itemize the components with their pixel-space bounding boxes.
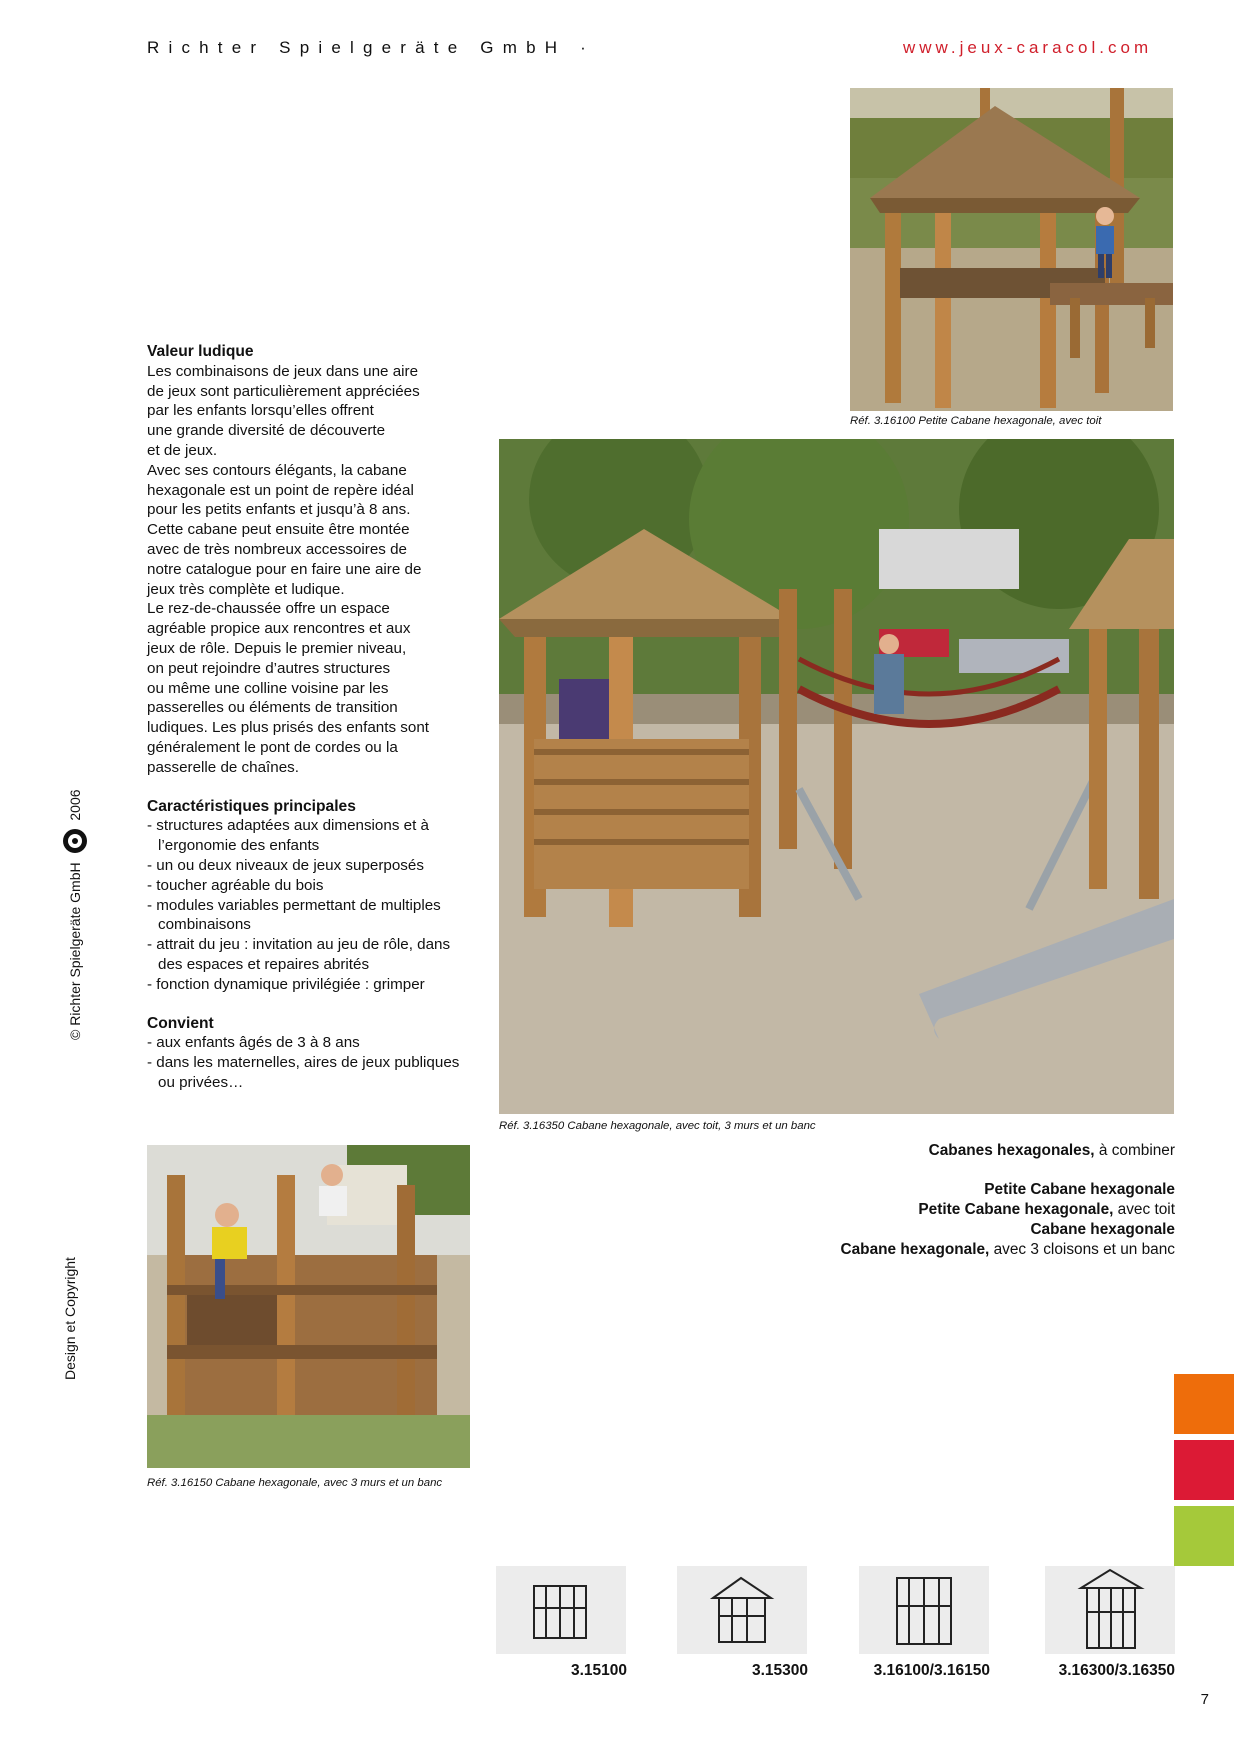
list-item: - dans les maternelles, aires de jeux publiques ou privées… [147,1053,477,1093]
paragraph-line: hexagonale est un point de repère idéal [147,481,414,499]
product-name: Cabane hexagonale, [840,1241,990,1258]
paragraph-line: passerelles ou éléments de transition [147,699,398,717]
paragraph-line: agréable propice aux rencontres et aux [147,620,411,638]
photo-bottom-caption: Réf. 3.16150 Cabane hexagonale, avec 3 murs et un banc [147,1477,443,1489]
paragraph-line: Avec ses contours élégants, la cabane [147,461,407,479]
paragraph-line: notre catalogue pour en faire une aire de [147,560,422,578]
thumbnail-code: 3.16100/3.16150 [873,1662,990,1679]
header-company-name: Richter Spielgeräte GmbH · [147,38,595,57]
thumbnail-3-15100 [496,1566,626,1654]
list-item: - fonction dynamique privilégiée : grimper [147,975,477,995]
tab-orange[interactable] [1174,1374,1234,1434]
product-list [841,1180,1176,1260]
product-item [841,1220,1176,1240]
thumbnail-code: 3.15100 [570,1662,627,1679]
header-website-link[interactable]: www.jeux-caracol.com [903,38,1153,57]
section-title-play-value: Valeur ludique [147,343,254,360]
design-copyright-vertical: Design et Copyright [62,1257,78,1380]
copyright-year: 2006 [67,789,84,821]
product-group-name: Cabanes hexagonales, [928,1142,1095,1159]
product-group-heading [929,1141,1175,1161]
photo-small-hexagonal-hut [850,88,1173,411]
paragraph-line: une grande diversité de découverte [147,422,386,440]
paragraph-line: et de jeux. [147,441,218,459]
section-title-suitable-for: Convient [147,1014,214,1032]
suitability-list [147,1033,477,1092]
product-variant: avec 3 cloisons et un banc [989,1241,1175,1258]
paragraph-line: Les combinaisons de jeux dans une aire [147,362,419,380]
paragraph-line: pour les petits enfants et jusqu’à 8 ans. [147,501,411,519]
list-item: - modules variables permettant de multiples combinaisons [147,896,477,936]
paragraph-line: ou même une colline voisine par les [147,679,389,697]
list-item: - un ou deux niveaux de jeux superposés [147,856,477,876]
product-name: Petite Cabane hexagonale [984,1181,1175,1198]
thumbnail-code: 3.15300 [751,1662,808,1679]
photo-hexagonal-hut-with-bridge [499,439,1174,1114]
product-item [841,1200,1176,1220]
section-title-main-features: Caractéristiques principales [147,797,356,815]
copyright-vertical [62,789,91,1040]
list-item: - toucher agréable du bois [147,876,477,896]
paragraph-line: généralement le pont de cordes ou la [147,738,398,756]
product-item [841,1180,1176,1200]
tab-red[interactable] [1174,1440,1234,1500]
product-variant: avec toit [1113,1201,1175,1218]
product-group-suffix: à combiner [1094,1142,1175,1159]
product-item [841,1240,1176,1260]
thumbnail-3-16100-3-16150 [859,1566,989,1654]
paragraph-line: jeux très complète et ludique. [147,580,345,598]
paragraph-line: on peut rejoindre d’autres structures [147,659,391,677]
features-list [147,816,477,994]
tab-green[interactable] [1174,1506,1234,1566]
thumbnail-code: 3.16300/3.16350 [1058,1662,1175,1679]
photo-main-caption: Réf. 3.16350 Cabane hexagonale, avec toit, 3 murs et un banc [499,1120,816,1132]
photo-hexagonal-hut-with-walls [147,1145,470,1468]
list-item: - attrait du jeu : invitation au jeu de rôle, dans des espaces et repaires abrités [147,935,477,975]
paragraph-line: Cette cabane peut ensuite être montée [147,521,410,539]
description-column [147,342,477,1093]
photo-top-caption: Réf. 3.16100 Petite Cabane hexagonale, avec toit [850,415,1102,427]
copyright-owner: © Richter Spielgeräte GmbH [67,862,84,1040]
paragraph-line: par les enfants lorsqu’elles offrent [147,402,374,420]
paragraph-line: passerelle de chaînes. [147,758,299,776]
paragraph-line: jeux de rôle. Depuis le premier niveau, [147,639,407,657]
product-name: Petite Cabane hexagonale, [918,1201,1114,1218]
snail-logo-icon [62,829,91,855]
thumbnail-3-15300 [677,1566,807,1654]
product-name: Cabane hexagonale [1030,1221,1175,1238]
page-number: 7 [1200,1691,1209,1708]
paragraph-line: ludiques. Les plus prisés des enfants sont [147,719,429,737]
list-item: - structures adaptées aux dimensions et à l’ergonomie des enfants [147,816,477,856]
paragraph-line: avec de très nombreux accessoires de [147,540,408,558]
paragraph-line: Le rez-de-chaussée offre un espace [147,600,390,618]
paragraph-line: de jeux sont particulièrement appréciées [147,382,420,400]
thumbnail-3-16300-3-16350 [1045,1566,1175,1654]
list-item: - aux enfants âgés de 3 à 8 ans [147,1033,477,1053]
